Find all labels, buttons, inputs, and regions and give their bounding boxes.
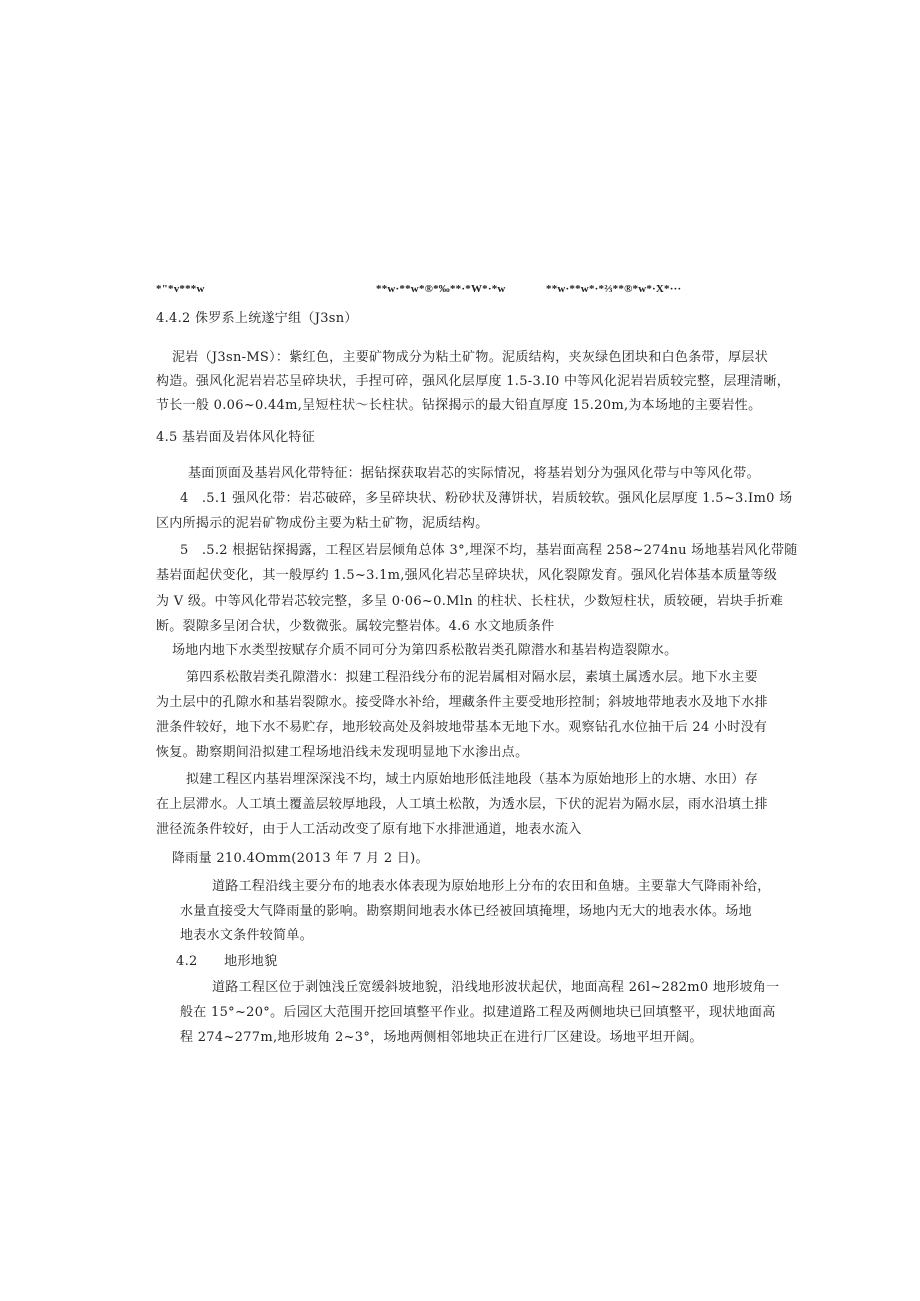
paragraph-line: 场地内地下水类型按赋存介质不同可分为第四系松散岩类孔隙潜水和基岩构造裂隙水。 [172, 643, 678, 658]
paragraph-line: 为土层中的孔隙水和基岩裂隙水。接受降水补给，埋藏条件主要受地形控制；斜坡地带地表水及地下水排 [156, 695, 768, 710]
paragraph-line: 区内所揭示的泥岩矿物成份主要为粘土矿物，泥质结构。 [156, 516, 489, 531]
paragraph-line: 水量直接受大气降雨量的影响。勘察期间地表水体已经被回填掩埋，场地内无大的地表水体。场地 [180, 904, 752, 919]
paragraph-line: 泄条件较好，地下水不易贮存，地形较高处及斜坡地带基本无地下水。观察钻孔水位抽干后 24 小时没有 [156, 720, 768, 735]
paragraph-line: 地表水文条件较简单。 [180, 928, 314, 943]
paragraph-line: 4 .5.1 强风化带：岩芯破碎，多呈碎块状、粉砂状及薄饼状，岩质较软。强风化层厚度 1.5~3.Im0 场 [180, 491, 793, 506]
paragraph-line: 般在 15°~20°。后园区大范围开挖回填整平作业。拟建道路工程及两侧地块已回填整平，现状地面高 [180, 1005, 776, 1020]
paragraph-line: 在上层滞水。人工填土覆盖层较厚地段，人工填土松散，为透水层，下伏的泥岩为隔水层，雨水沿填土排 [156, 797, 768, 812]
paragraph-line: 基面顶面及基岩风化带特征：据钻探获取岩芯的实际情况，将基岩划分为强风化带与中等风化带。 [188, 466, 760, 481]
section-heading-4-2: 4.2 地形地貌 [176, 954, 278, 969]
paragraph-line: 道路工程区位于剥蚀浅丘宽缓斜坡地貌，沿线地形波状起伏，地面高程 26l~282m0 地形坡角一 [212, 980, 780, 995]
garbled-header-left: *"*v***w [156, 283, 205, 295]
paragraph-line: 程 274~277m,地形坡角 2~3°，场地两侧相邻地块正在进行厂区建设。场地平坦开阔。 [180, 1030, 703, 1045]
paragraph-line: 恢复。勘察期间沿拟建工程场地沿线未发现明显地下水渗出点。 [156, 745, 529, 760]
section-heading-4-5: 4.5 基岩面及岩体风化特征 [156, 430, 316, 445]
paragraph-line: 泄径流条件较好，由于人工活动改变了原有地下水排泄通道，地表水流入 [156, 822, 582, 837]
paragraph-line: 拟建工程区内基岩埋深深浅不均，域土内原始地形低洼地段（基本为原始地形上的水塘、水田）存 [186, 772, 758, 787]
paragraph-line: 降雨量 210.4Omm(2013 年 7 月 2 日)。 [172, 851, 429, 866]
section-heading-4-4-2: 4.4.2 侏罗系上统遂宁组（J3sn） [156, 311, 358, 326]
paragraph-line: 5 .5.2 根据钻探揭露，工程区岩层倾角总体 3°,埋深不均，基岩面高程 258~274nu 场地基岩风化带随 [180, 543, 798, 558]
garbled-header-middle: **w·**w*®*‰**·*W*·*w [376, 283, 506, 295]
paragraph-line: 基岩面起伏变化，其一般厚约 1.5~3.1m,强风化岩芯呈碎块状，风化裂隙发育。强风化岩体基本质量等级 [156, 568, 778, 583]
paragraph-line: 断。裂隙多呈闭合状，少数微张。属较完整岩体。4.6 水文地质条件 [156, 619, 555, 634]
paragraph-line: 构造。强风化泥岩岩芯呈碎块状，手捏可碎，强风化层厚度 1.5-3.I0 中等风化泥岩岩质较完整，层理清晰， [156, 374, 791, 389]
paragraph-line: 第四系松散岩类孔隙潜水：拟建工程沿线分布的泥岩属相对隔水层，素填土属透水层。地下水主要 [186, 670, 758, 685]
paragraph-line: 道路工程沿线主要分布的地表水体表现为原始地形上分布的农田和鱼塘。主要靠大气降雨补给， [212, 879, 771, 894]
paragraph-line: 泥岩（J3sn-MS）：紫红色，主要矿物成分为粘土矿物。泥质结构，夹灰绿色团块和白色条带，厚层状 [172, 350, 769, 365]
paragraph-line: 节长一般 0.06~0.44m,呈短柱状～长柱状。钻探揭示的最大铅直厚度 15.20m,为本场地的主要岩性。 [156, 398, 762, 413]
paragraph-line: 为 V 级。中等风化带岩芯较完整，多呈 0·06~0.Mln 的柱状、长柱状，少数短柱状，质较硬，岩块手折难 [156, 594, 784, 609]
garbled-header-right: **w·**w*·*⅔**®*w*·X*··· [546, 283, 682, 295]
